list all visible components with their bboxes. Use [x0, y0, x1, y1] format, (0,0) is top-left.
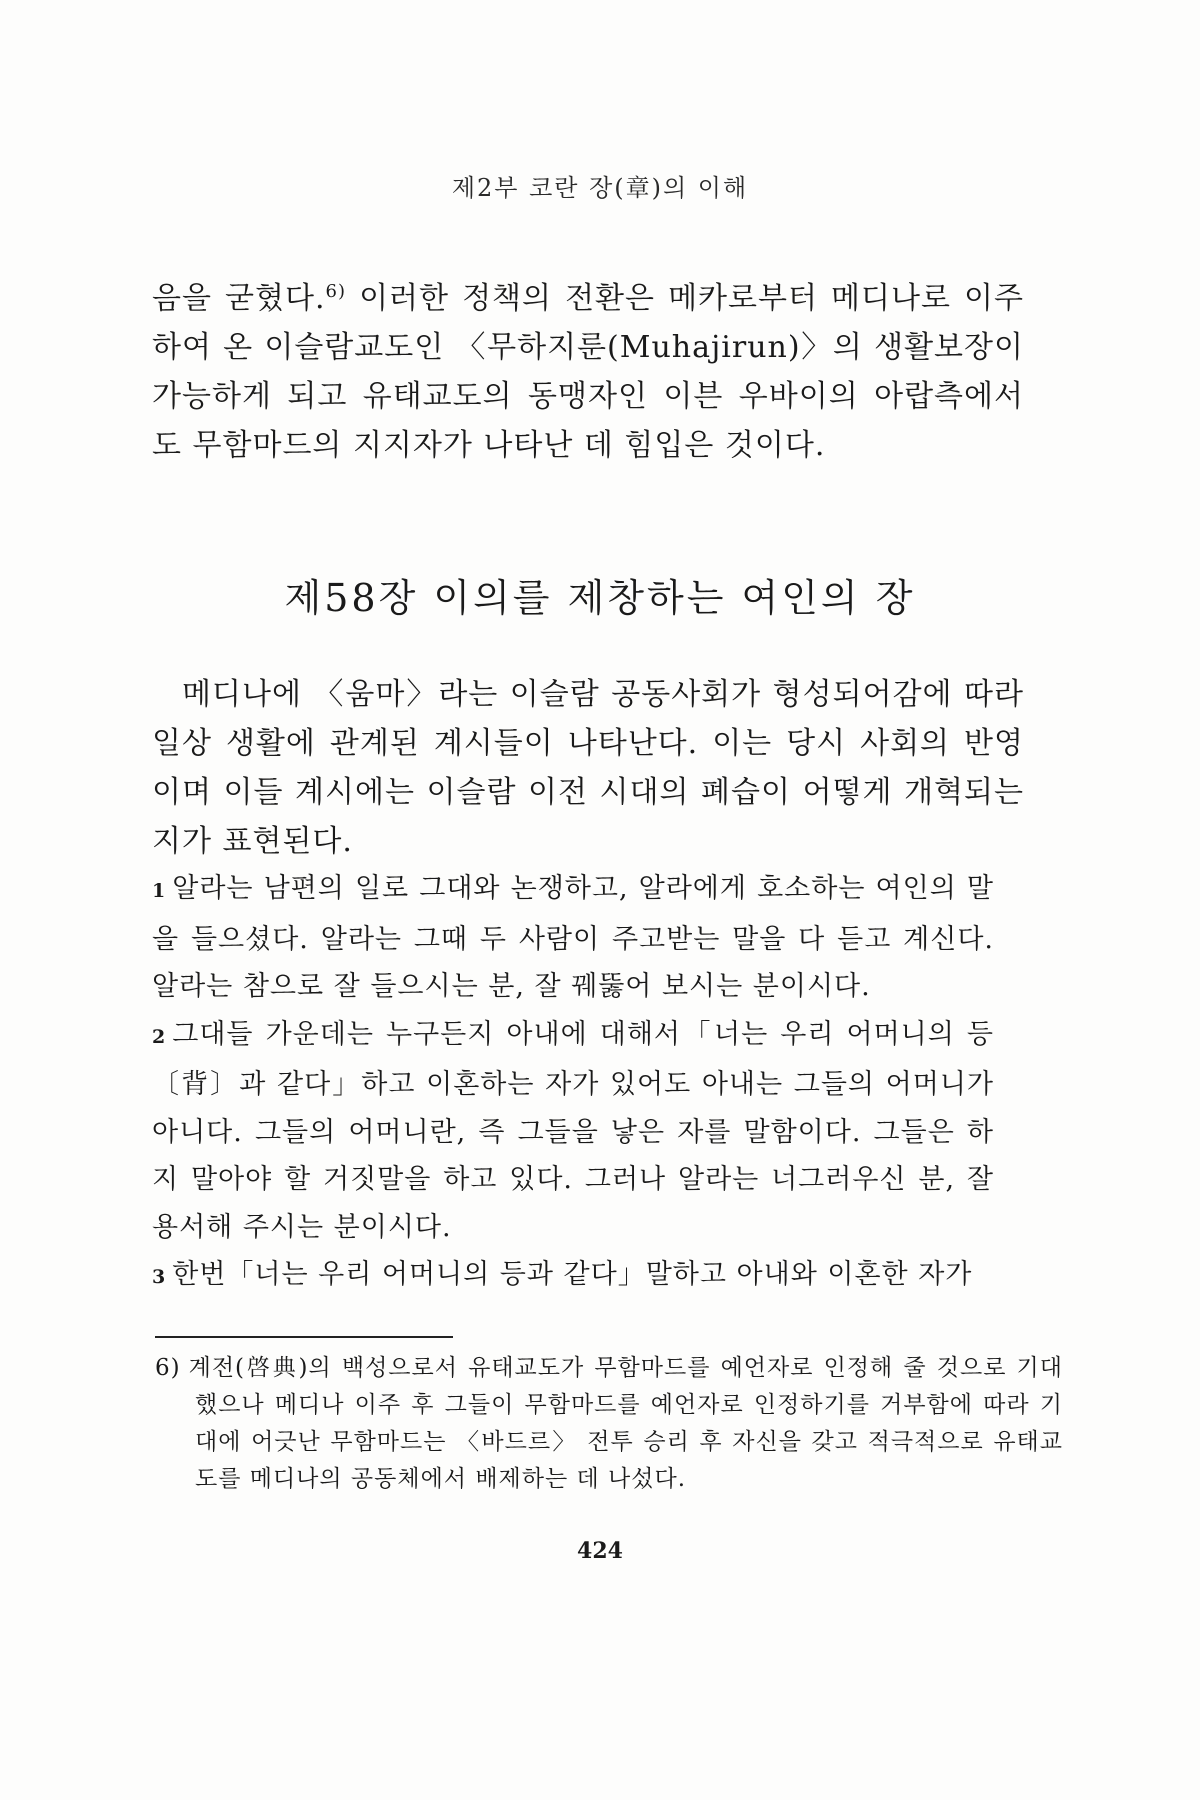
footnote-reference: 6) [325, 281, 346, 302]
footnote-text: 계전(啓典)의 백성으로서 유태교도가 무함마드를 예언자로 인정해 줄 것으로 기대했으나 메디나 이주 후 그들이 무함마드를 예언자로 인정하기를 거부함에 따라 기대에 어긋난 무함마드는 〈바드르〉 전투 승리 후 자신을 갖고 적극적으로 유태교도를 메디나의 공동체에서 배제하는 데 나섰다. [188, 1355, 1063, 1492]
chapter-intro-paragraph: 메디나에 〈움마〉라는 이슬람 공동사회가 형성되어감에 따라 일상 생활에 관계된 계시들이 나타난다. 이는 당시 사회의 반영이며 이들 계시에는 이슬람 이전 시대의 폐습이 어떻게 개혁되는지가 표현된다. [152, 677, 1024, 859]
verse-item [152, 1251, 994, 1302]
footnote [155, 1350, 1063, 1498]
intro-paragraph [152, 274, 1024, 470]
intro-text-continued: 이러한 정책의 전환은 메카로부터 메디나로 이주하여 온 이슬람교도인 〈무하지룬(Muhajirun)〉의 생활보장이 가능하게 되고 유태교도의 동맹자인 이븐 우바이의 아랍측에서도 무함마드의 지지자가 나타난 데 힘입은 것이다. [152, 281, 1024, 463]
page-number: 424 [577, 1538, 623, 1564]
footnote-marker: 6) [155, 1355, 181, 1381]
verse-text: 그대들 가운데는 누구든지 아내에 대해서「너는 우리 어머니의 등〔背〕과 같다」하고 이혼하는 자가 있어도 아내는 그들의 어머니가 아니다. 그들의 어머니란, 즉 그들을 낳은 자를 말함이다. 그들은 하지 말아야 할 거짓말을 하고 있다. 그러나 알라는 너그러우신 분, 잘 용서해 주시는 분이시다. [152, 1018, 994, 1243]
verse-number: 2 [152, 1025, 167, 1048]
verse-list [152, 865, 994, 1302]
verse-item [152, 1011, 994, 1252]
intro-text: 음을 굳혔다. [152, 281, 326, 316]
verse-number: 3 [152, 1266, 167, 1288]
footnote-divider [155, 1336, 453, 1338]
verse-text: 한번「너는 우리 어머니의 등과 같다」말하고 아내와 이혼한 자가 [172, 1259, 973, 1290]
verse-item [152, 865, 994, 1011]
chapter-title: 제58장 이의를 제창하는 여인의 장 [284, 576, 916, 620]
running-head: 제2부 코란 장(章)의 이해 [451, 174, 749, 202]
verse-number: 1 [152, 880, 167, 902]
verse-text: 알라는 남편의 일로 그대와 논쟁하고, 알라에게 호소하는 여인의 말을 들으셨다. 알라는 그때 두 사람이 주고받는 말을 다 듣고 계신다. 알라는 참으로 잘 들으시는 분, 잘 꿰뚫어 보시는 분이시다. [152, 873, 994, 1002]
